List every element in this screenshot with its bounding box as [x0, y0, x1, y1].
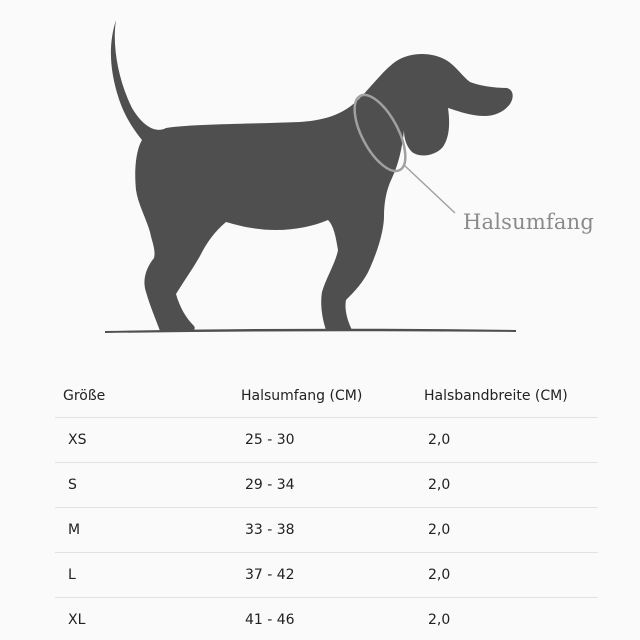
cell-size: L: [55, 553, 233, 598]
table-header-row: [55, 374, 598, 418]
cell-neck-range: 41 - 46: [233, 598, 416, 640]
cell-neck-range: 37 - 42: [233, 553, 416, 598]
dog-silhouette: [111, 20, 513, 331]
table-row: [55, 418, 598, 463]
neck-circumference-label: Halsumfang: [463, 210, 595, 234]
header-neck-circumference: Halsumfang (CM): [233, 374, 416, 418]
cell-neck-range: 25 - 30: [233, 418, 416, 463]
table-row: [55, 598, 598, 640]
cell-collar-width: 2,0: [416, 463, 598, 508]
table-row: [55, 463, 598, 508]
cell-collar-width: 2,0: [416, 553, 598, 598]
cell-neck-range: 33 - 38: [233, 508, 416, 553]
cell-size: S: [55, 463, 233, 508]
cell-size: M: [55, 508, 233, 553]
cell-collar-width: 2,0: [416, 418, 598, 463]
size-table: [55, 374, 598, 640]
header-collar-width: Halsbandbreite (CM): [416, 374, 598, 418]
table-row: [55, 553, 598, 598]
collar-pointer-line: [404, 165, 455, 213]
table-row: [55, 508, 598, 553]
cell-collar-width: 2,0: [416, 598, 598, 640]
cell-collar-width: 2,0: [416, 508, 598, 553]
cell-neck-range: 29 - 34: [233, 463, 416, 508]
header-size: Größe: [55, 374, 233, 418]
cell-size: XL: [55, 598, 233, 640]
cell-size: XS: [55, 418, 233, 463]
